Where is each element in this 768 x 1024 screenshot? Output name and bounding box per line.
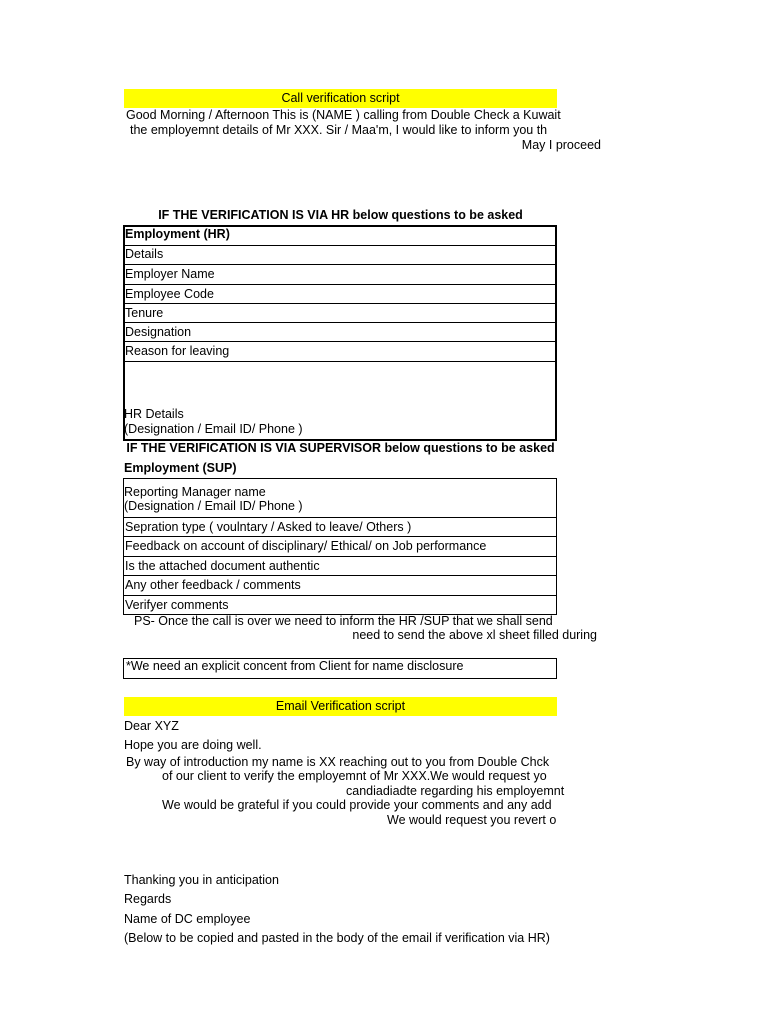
email-revert-line: We would request you revert o <box>387 813 557 827</box>
hr-table-title: Employment (HR) <box>125 227 230 241</box>
call-script-line-3: May I proceed <box>521 138 601 152</box>
call-script-line-1: Good Morning / Afternoon This is (NAME ) calling from Double Check a Kuwait <box>126 108 561 122</box>
call-script-line-2: the employemnt details of Mr XXX. Sir / Maa'm, I would like to inform you th <box>130 123 548 137</box>
sup-table-title: Employment (SUP) <box>124 461 237 475</box>
email-regards: Regards <box>124 892 172 906</box>
sup-section-heading: IF THE VERIFICATION IS VIA SUPERVISOR below questions to be asked <box>126 441 555 455</box>
email-note: (Below to be copied and pasted in the body of the email if verification via HR) <box>124 931 550 945</box>
email-signoff: Name of DC employee <box>124 912 251 926</box>
hr-row-employer-name: Employer Name <box>124 265 556 285</box>
sup-manager-label: Reporting Manager name <box>124 485 266 499</box>
email-client-line: of our client to verify the employemnt of Mr XXX.We would request yo <box>162 769 547 783</box>
hr-row-employee-code: Employee Code <box>124 285 556 304</box>
email-hope-line: Hope you are doing well. <box>124 738 262 752</box>
sup-row-feedback: Feedback on account of disciplinary/ Ethical/ on Job performance <box>124 537 556 557</box>
ps-line-1: PS- Once the call is over we need to inform the HR /SUP that we shall send <box>134 614 553 628</box>
email-candidate-line: candiadiadte regarding his employemnt <box>346 784 565 798</box>
call-script-title: Call verification script <box>124 89 557 108</box>
hr-row-details: Details <box>124 245 556 265</box>
email-grateful-line: We would be grateful if you could provide your comments and any add <box>162 798 552 812</box>
sup-manager-sub: (Designation / Email ID/ Phone ) <box>124 499 303 513</box>
consent-note: *We need an explicit concent from Client for name disclosure <box>123 658 557 679</box>
hr-details-label: HR Details <box>124 407 184 421</box>
hr-row-tenure: Tenure <box>124 304 556 323</box>
hr-section-heading: IF THE VERIFICATION IS VIA HR below questions to be asked <box>158 208 523 222</box>
sup-row-other-feedback: Any other feedback / comments <box>124 576 556 596</box>
ps-line-2: need to send the above xl sheet filled during <box>352 628 597 642</box>
hr-row-designation: Designation <box>124 323 556 342</box>
email-thanks: Thanking you in anticipation <box>124 873 279 887</box>
hr-details-sub: (Designation / Email ID/ Phone ) <box>124 422 303 436</box>
email-script-title: Email Verification script <box>124 697 557 716</box>
sup-row-separation-type: Sepration type ( voulntary / Asked to leave/ Others ) <box>124 518 556 537</box>
hr-row-reason-for-leaving: Reason for leaving <box>124 342 556 362</box>
email-greeting: Dear XYZ <box>124 719 179 733</box>
sup-row-verifier-comments: Verifyer comments <box>125 598 229 612</box>
email-intro-line: By way of introduction my name is XX reaching out to you from Double Chck <box>126 755 550 769</box>
sup-row-document-authentic: Is the attached document authentic <box>124 557 556 576</box>
